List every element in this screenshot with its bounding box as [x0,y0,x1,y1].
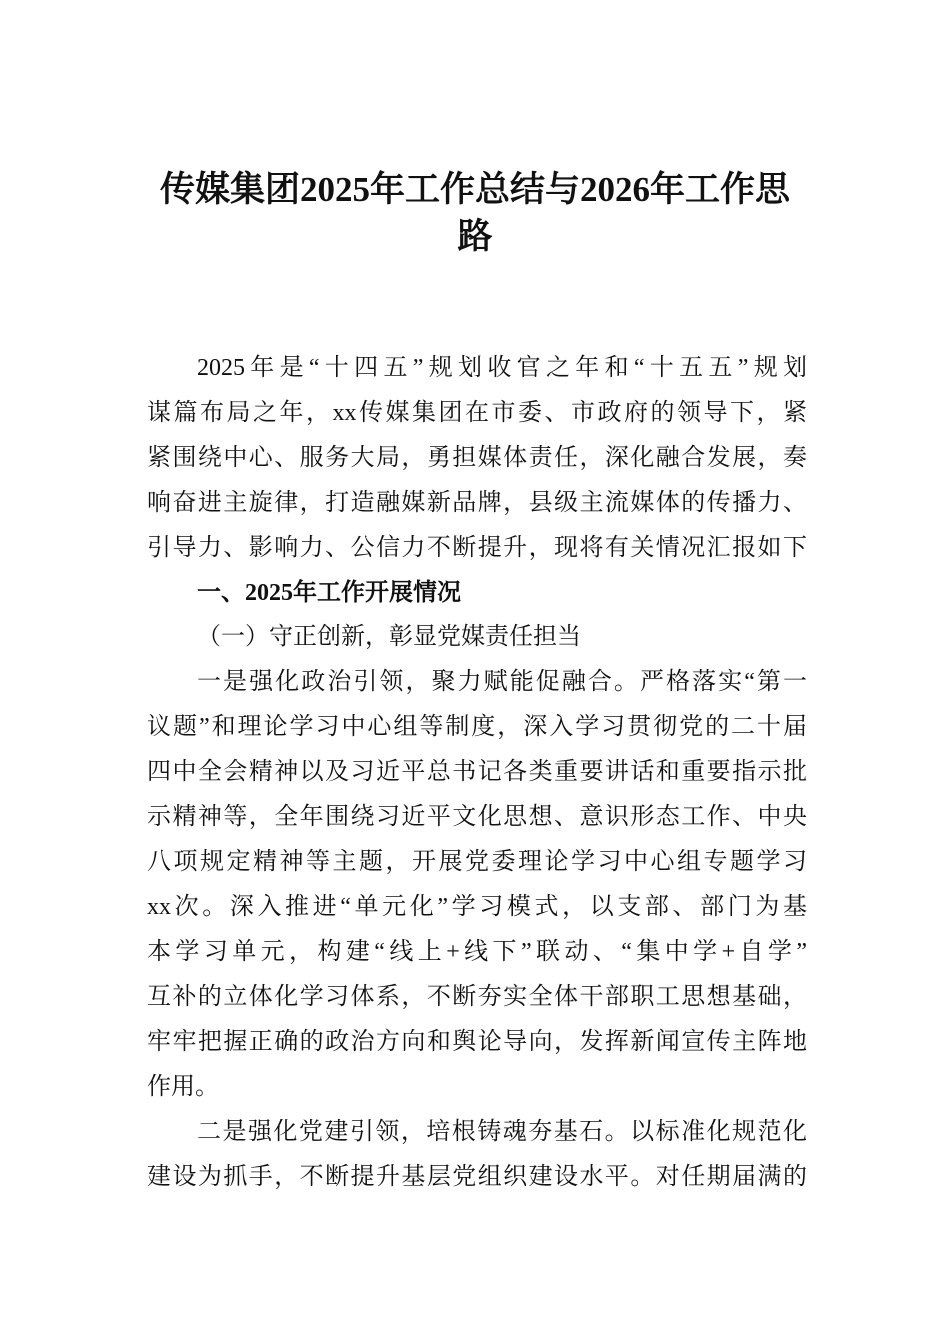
intro-line-1: 2025年是“十四五”规划收官之年和“十五五”规划 [197,355,807,381]
intro-line-2: 谋篇布局之年，xx传媒集团在市委、市政府的领导下，紧 [147,400,807,426]
section-heading: 一、2025年工作开展情况 [197,580,461,606]
paragraph1-line-10: 作用。 [147,1074,219,1100]
paragraph1-line-9: 牢牢把握正确的政治方向和舆论导向，发挥新闻宣传主阵地 [147,1029,807,1055]
paragraph1-line-2: 议题”和理论学习中心组等制度，深入学习贯彻党的二十届 [147,714,807,740]
intro-line-5: 引导力、影响力、公信力不断提升，现将有关情况汇报如下 [147,535,807,561]
paragraph2-line-1: 二是强化党建引领，培根铸魂夯基石。以标准化规范化 [197,1119,807,1145]
document-title-line-1: 传媒集团2025年工作总结与2026年工作思 [159,170,790,209]
paragraph2-line-2: 建设为抓手，不断提升基层党组织建设水平。对任期届满的 [147,1164,807,1190]
paragraph1-line-5: 八项规定精神等主题，开展党委理论学习中心组专题学习 [147,849,807,875]
paragraph1-line-4: 示精神等，全年围绕习近平文化思想、意识形态工作、中央 [147,804,807,830]
subsection-heading: （一）守正创新，彰显党媒责任担当 [197,624,581,650]
paragraph1-line-7: 本学习单元，构建“线上+线下”联动、“集中学+自学” [147,939,807,965]
paragraph1-line-6: xx次。深入推进“单元化”学习模式，以支部、部门为基 [147,894,807,920]
paragraph1-line-3: 四中全会精神以及习近平总书记各类重要讲话和重要指示批 [147,759,807,785]
document-title-line-2: 路 [457,217,493,256]
intro-line-3: 紧围绕中心、服务大局，勇担媒体责任，深化融合发展，奏 [147,445,807,471]
paragraph1-line-8: 互补的立体化学习体系，不断夯实全体干部职工思想基础， [147,984,807,1010]
intro-line-4: 响奋进主旋律，打造融媒新品牌，县级主流媒体的传播力、 [147,490,807,516]
paragraph1-line-1: 一是强化政治引领，聚力赋能促融合。严格落实“第一 [197,669,807,695]
